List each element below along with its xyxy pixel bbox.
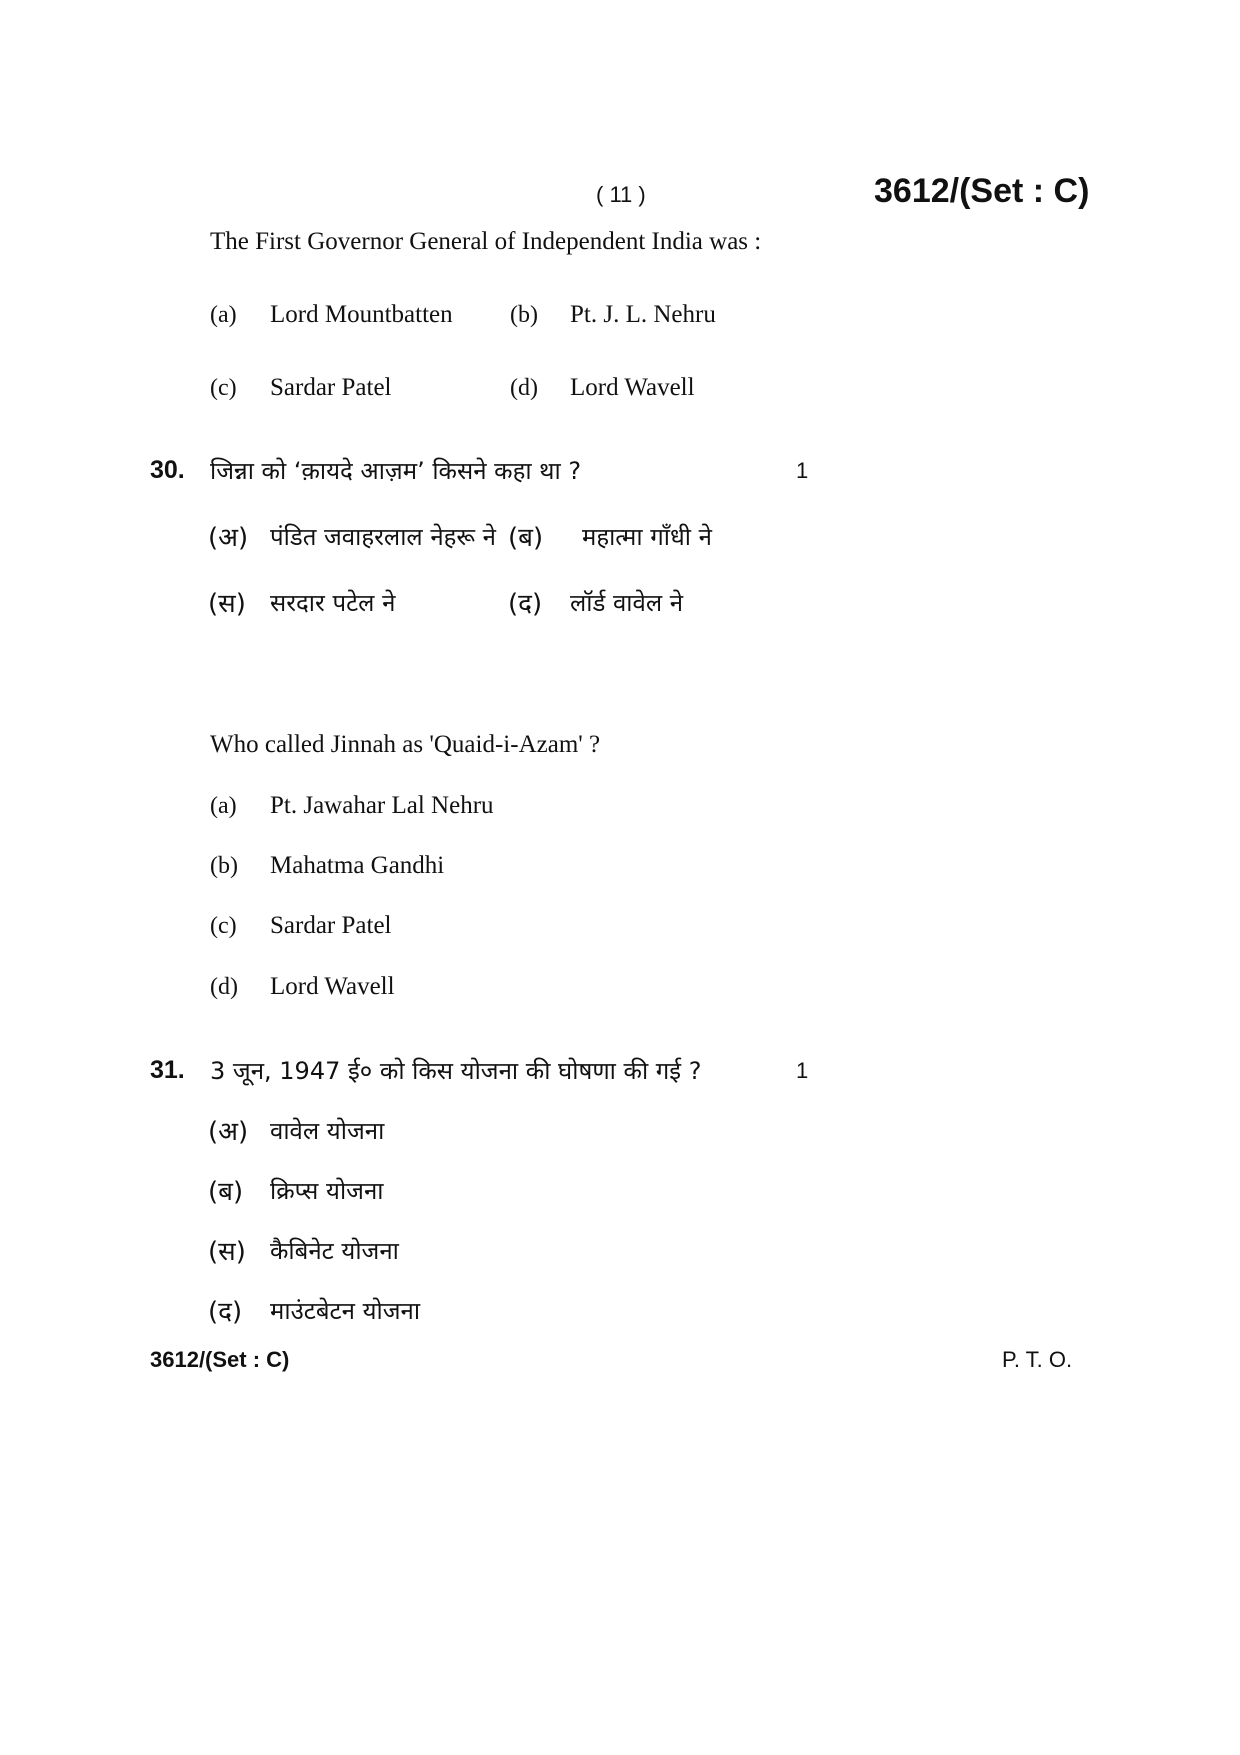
q30-option-b-hi-text: महात्मा गाँधी ने [582,523,712,551]
q31-option-b-text: क्रिप्स योजना [270,1177,384,1205]
q30-question-hi: जिन्ना को ‘क़ायदे आज़म’ किसने कहा था ? [210,457,582,485]
q30-option-d-label: (d) [210,974,238,1000]
q31-option-a-text: वावेल योजना [270,1117,385,1145]
q29-option-a-label: (a) [210,302,237,328]
q30-option-b-hi-label: (ब) [508,523,544,553]
q31-option-c-label: (स) [208,1237,246,1267]
q30-option-c-hi-text: सरदार पटेल ने [270,589,396,617]
q29-option-b-text: Pt. J. L. Nehru [570,301,716,328]
q31-option-c-text: कैबिनेट योजना [270,1237,399,1265]
q31-option-b-label: (ब) [208,1177,244,1207]
q31-option-a-label: (अ) [208,1117,249,1147]
q31-option-d-text: माउंटबेटन योजना [270,1297,421,1325]
q30-option-b-label: (b) [210,853,238,879]
q29-option-c-text: Sardar Patel [270,374,392,401]
q31-marks: 1 [796,1058,809,1083]
q29-question-en: The First Governor General of Independent India was : [210,228,762,255]
q30-option-c-label: (c) [210,913,237,939]
q30-option-d-text: Lord Wavell [270,973,395,1000]
q29-option-b-label: (b) [510,302,538,328]
q30-option-a-text: Pt. Jawahar Lal Nehru [270,792,494,819]
q30-option-c-text: Sardar Patel [270,912,392,939]
q30-option-d-hi-text: लॉर्ड वावेल ने [570,589,684,617]
q31-question-hi: 3 जून, 1947 ई० को किस योजना की घोषणा की गई ? [210,1057,702,1085]
q29-option-a-text: Lord Mountbatten [270,301,453,328]
q30-option-a-hi-label: (अ) [208,523,249,553]
q30-option-a-hi-text: पंडित जवाहरलाल नेहरू ने [270,523,496,551]
q30-option-d-hi-label: (द) [508,589,543,619]
q31-option-d-label: (द) [208,1297,243,1327]
paper-code-header: 3612/(Set : C) [874,172,1090,210]
q29-option-c-label: (c) [210,375,237,401]
q29-option-d-text: Lord Wavell [570,374,695,401]
pto-note: P. T. O. [1002,1347,1073,1372]
q30-option-a-label: (a) [210,793,237,819]
q30-marks: 1 [796,458,809,483]
q31-number: 31. [150,1056,185,1084]
page-number: ( 11 ) [596,182,646,207]
paper-code-footer: 3612/(Set : C) [150,1347,290,1372]
q30-option-c-hi-label: (स) [208,589,246,619]
q29-option-d-label: (d) [510,375,538,401]
q30-number: 30. [150,456,185,484]
q30-question-en: Who called Jinnah as 'Quaid-i-Azam' ? [210,731,601,758]
q30-option-b-text: Mahatma Gandhi [270,852,445,879]
